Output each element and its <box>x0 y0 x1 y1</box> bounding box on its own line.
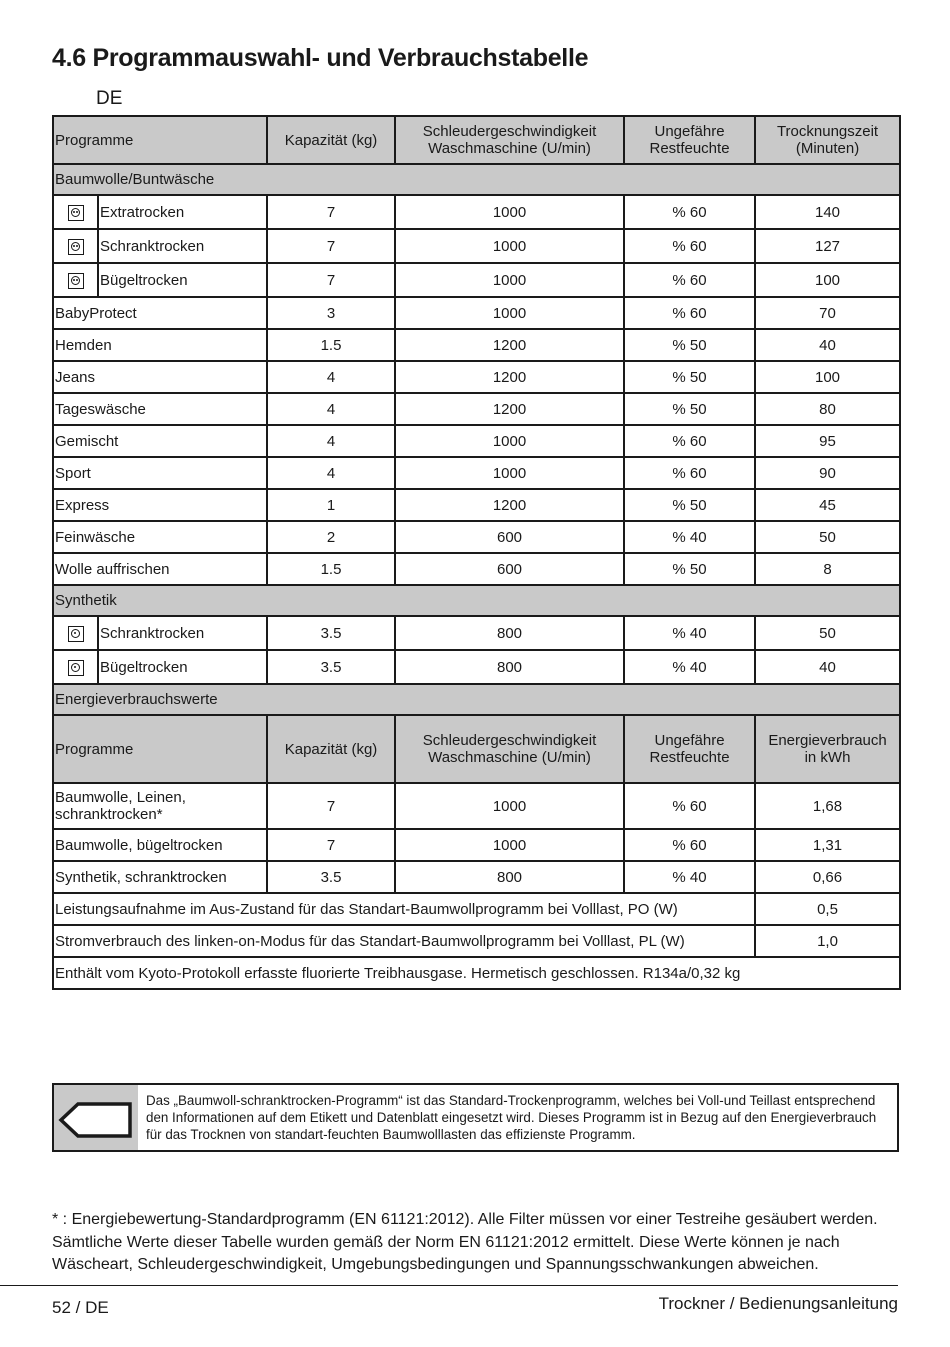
spin-speed-value: 1200 <box>395 361 624 393</box>
program-name: Baumwolle, bügeltrocken <box>53 829 267 861</box>
table-row <box>53 553 900 585</box>
energy-value: 0,66 <box>755 861 900 893</box>
drying-time-value: 50 <box>755 521 900 553</box>
footer-divider <box>0 1285 898 1286</box>
capacity-value: 1.5 <box>267 553 395 585</box>
capacity-value: 4 <box>267 393 395 425</box>
residual-moisture-value: % 60 <box>624 195 755 229</box>
section-row <box>53 585 900 616</box>
section-row <box>53 684 900 715</box>
capacity-value: 7 <box>267 263 395 297</box>
footnote: * : Energiebewertung-Standardprogramm (EN 61121:2012). Alle Filter müssen vor einer Testreihe gesäubert werden. Sämtliche Werte dieser Tabelle wurden gemäß der Norm EN 61121:2012 ermittelt. Diese Werte können je nach Wäscheart, Schleudergeschwindigkeit, Umgebungsbedingungen und Spannungsschwankungen abweichen. <box>52 1211 878 1273</box>
section-row <box>53 164 900 195</box>
program-table <box>52 115 901 990</box>
icon-cell <box>53 195 98 229</box>
program-name: Jeans <box>53 361 267 393</box>
drying-time-value: 127 <box>755 229 900 263</box>
capacity-value: 3 <box>267 297 395 329</box>
table-row <box>53 361 900 393</box>
program-name: Sport <box>53 457 267 489</box>
spin-speed-value: 1200 <box>395 329 624 361</box>
kyoto-note: Enthält vom Kyoto-Protokoll erfasste fluorierte Treibhausgase. Hermetisch geschlossen. R134a/0,32 kg <box>53 957 900 989</box>
program-name: Feinwäsche <box>53 521 267 553</box>
residual-moisture-value: % 50 <box>624 329 755 361</box>
drying-time-value: 70 <box>755 297 900 329</box>
residual-moisture-value: % 50 <box>624 553 755 585</box>
spin-speed-value: 1000 <box>395 229 624 263</box>
language-label: DE <box>96 88 123 109</box>
page-title: 4.6 Programmauswahl- und Verbrauchstabelle <box>52 44 589 72</box>
program-name: Bügeltrocken <box>98 650 267 684</box>
section-synthetik: Synthetik <box>53 585 900 616</box>
icon-cell <box>53 263 98 297</box>
cotton-dry-icon <box>68 239 84 255</box>
spin-speed-value: 1000 <box>395 425 624 457</box>
section-baumwolle: Baumwolle/Buntwäsche <box>53 164 900 195</box>
document-title: Trockner / Bedienungsanleitung <box>658 1294 898 1313</box>
drying-time-value: 140 <box>755 195 900 229</box>
residual-moisture-value: % 40 <box>624 521 755 553</box>
table-row <box>53 229 900 263</box>
header-trocknungszeit: Trocknungszeit (Minuten) <box>755 116 900 164</box>
capacity-value: 4 <box>267 425 395 457</box>
residual-moisture-value: % 60 <box>624 457 755 489</box>
cotton-dry-icon <box>68 273 84 289</box>
residual-moisture-value: % 50 <box>624 393 755 425</box>
drying-time-value: 100 <box>755 361 900 393</box>
icon-cell <box>53 616 98 650</box>
power-value: 1,0 <box>755 925 900 957</box>
program-name: Wolle auffrischen <box>53 553 267 585</box>
capacity-value: 7 <box>267 783 395 829</box>
table-row <box>53 650 900 684</box>
capacity-value: 4 <box>267 457 395 489</box>
program-name: Tageswäsche <box>53 393 267 425</box>
program-name: Schranktrocken <box>98 229 267 263</box>
spin-speed-value: 1200 <box>395 489 624 521</box>
residual-moisture-value: % 60 <box>624 425 755 457</box>
header-kapazitaet: Kapazität (kg) <box>267 715 395 783</box>
drying-time-value: 40 <box>755 650 900 684</box>
program-name: Gemischt <box>53 425 267 457</box>
power-off-row <box>53 893 900 925</box>
capacity-value: 4 <box>267 361 395 393</box>
residual-moisture-value: % 40 <box>624 650 755 684</box>
spin-speed-value: 600 <box>395 553 624 585</box>
program-name: Hemden <box>53 329 267 361</box>
residual-moisture-value: % 60 <box>624 229 755 263</box>
capacity-value: 1 <box>267 489 395 521</box>
table-row <box>53 425 900 457</box>
drying-time-value: 90 <box>755 457 900 489</box>
section-energie: Energieverbrauchswerte <box>53 684 900 715</box>
energy-header-row <box>53 715 900 783</box>
drying-time-value: 80 <box>755 393 900 425</box>
spin-speed-value: 1000 <box>395 783 624 829</box>
table-header-row <box>53 116 900 164</box>
drying-time-value: 8 <box>755 553 900 585</box>
header-programme: Programme <box>53 715 267 783</box>
power-label: Leistungsaufnahme im Aus-Zustand für das Standart-Baumwollprogramm bei Volllast, PO (W) <box>53 893 755 925</box>
table-row <box>53 521 900 553</box>
program-name: Express <box>53 489 267 521</box>
drying-time-value: 50 <box>755 616 900 650</box>
page-number: 52 / DE <box>52 1298 109 1317</box>
residual-moisture-value: % 60 <box>624 829 755 861</box>
table-row <box>53 457 900 489</box>
drying-time-value: 95 <box>755 425 900 457</box>
residual-moisture-value: % 40 <box>624 616 755 650</box>
power-label: Stromverbrauch des linken-on-Modus für das Standart-Baumwollprogramm bei Volllast, PL (W) <box>53 925 755 957</box>
capacity-value: 2 <box>267 521 395 553</box>
spin-speed-value: 1000 <box>395 297 624 329</box>
spin-speed-value: 1000 <box>395 457 624 489</box>
table-row <box>53 489 900 521</box>
energy-row <box>53 861 900 893</box>
program-name: Baumwolle, Leinen, schranktrocken* <box>53 783 267 829</box>
capacity-value: 7 <box>267 229 395 263</box>
capacity-value: 3.5 <box>267 861 395 893</box>
header-schleuder: Schleudergeschwindigkeit Waschmaschine (U/min) <box>395 715 624 783</box>
icon-cell <box>53 229 98 263</box>
power-value: 0,5 <box>755 893 900 925</box>
program-name: Extratrocken <box>98 195 267 229</box>
table-row <box>53 297 900 329</box>
table-row <box>53 616 900 650</box>
table-row <box>53 393 900 425</box>
residual-moisture-value: % 60 <box>624 263 755 297</box>
power-left-on-row <box>53 925 900 957</box>
energy-value: 1,68 <box>755 783 900 829</box>
capacity-value: 1.5 <box>267 329 395 361</box>
cotton-dry-icon <box>68 205 84 221</box>
capacity-value: 3.5 <box>267 650 395 684</box>
energy-row <box>53 783 900 829</box>
spin-speed-value: 600 <box>395 521 624 553</box>
header-programme: Programme <box>53 116 267 164</box>
program-name: BabyProtect <box>53 297 267 329</box>
header-schleuder: Schleudergeschwindigkeit Waschmaschine (U/min) <box>395 116 624 164</box>
icon-cell <box>53 650 98 684</box>
residual-moisture-value: % 50 <box>624 361 755 393</box>
drying-time-value: 45 <box>755 489 900 521</box>
note-text: Das „Baumwoll-schranktrocken-Programm“ ist das Standard-Trockenprogramm, welches bei Voll-und Teillast entsprechend den Informationen auf dem Etikett und Datenblatt eingesetzt wird. Dieses Programm ist in Bezug auf den Energieverbrauch für das Trocknen von standart-feuchten Baumwolllasten das effizienste Programm. <box>146 1093 877 1142</box>
header-restfeuchte: Ungefähre Restfeuchte <box>624 715 755 783</box>
table-row <box>53 263 900 297</box>
residual-moisture-value: % 60 <box>624 297 755 329</box>
program-name: Synthetik, schranktrocken <box>53 861 267 893</box>
synthetic-dry-icon <box>68 660 84 676</box>
spin-speed-value: 1000 <box>395 263 624 297</box>
capacity-value: 7 <box>267 195 395 229</box>
table-row <box>53 195 900 229</box>
header-restfeuchte: Ungefähre Restfeuchte <box>624 116 755 164</box>
spin-speed-value: 800 <box>395 650 624 684</box>
synthetic-dry-icon <box>68 626 84 642</box>
residual-moisture-value: % 50 <box>624 489 755 521</box>
program-name: Schranktrocken <box>98 616 267 650</box>
spin-speed-value: 800 <box>395 616 624 650</box>
energy-value: 1,31 <box>755 829 900 861</box>
capacity-value: 3.5 <box>267 616 395 650</box>
header-energieverbrauch: Energieverbrauch in kWh <box>755 715 900 783</box>
spin-speed-value: 1000 <box>395 829 624 861</box>
residual-moisture-value: % 40 <box>624 861 755 893</box>
header-kapazitaet: Kapazität (kg) <box>267 116 395 164</box>
program-name: Bügeltrocken <box>98 263 267 297</box>
note-box <box>52 1083 899 1152</box>
table-row <box>53 329 900 361</box>
drying-time-value: 40 <box>755 329 900 361</box>
spin-speed-value: 1000 <box>395 195 624 229</box>
kyoto-row <box>53 957 900 989</box>
capacity-value: 7 <box>267 829 395 861</box>
drying-time-value: 100 <box>755 263 900 297</box>
info-tag-icon <box>54 1085 138 1150</box>
spin-speed-value: 800 <box>395 861 624 893</box>
energy-row <box>53 829 900 861</box>
spin-speed-value: 1200 <box>395 393 624 425</box>
residual-moisture-value: % 60 <box>624 783 755 829</box>
